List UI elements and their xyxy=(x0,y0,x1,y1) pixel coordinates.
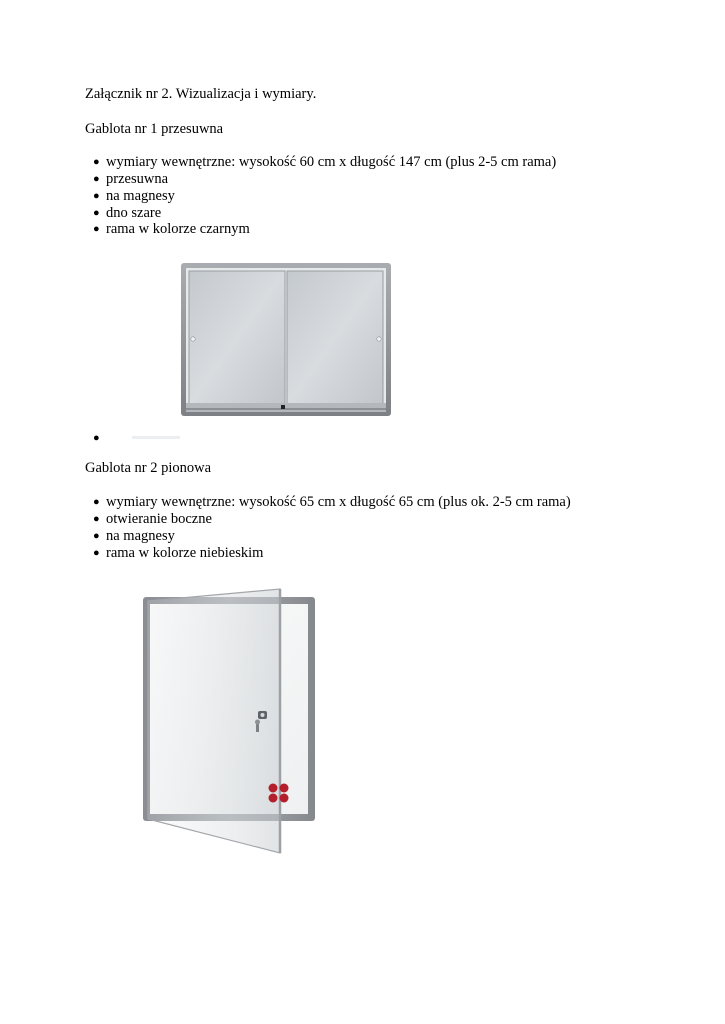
faint-caption-artifact xyxy=(132,436,180,439)
vertical-showcase-drawing xyxy=(140,585,320,855)
section1-title: Gablota nr 1 przesuwna xyxy=(85,121,224,137)
sliding-showcase-drawing xyxy=(180,262,392,417)
list-item: ● rama w kolorze czarnym xyxy=(93,221,250,237)
document-heading: Załącznik nr 2. Wizualizacja i wymiary. xyxy=(85,86,317,102)
list-item: ● rama w kolorze niebieskim xyxy=(93,545,264,561)
list-item: ● wymiary wewnętrzne: wysokość 65 cm x długość 65 cm (plus ok. 2-5 cm rama) xyxy=(93,494,571,510)
list-item: ● dno szare xyxy=(93,205,162,221)
list-item: ● otwieranie boczne xyxy=(93,511,212,527)
section2-title: Gablota nr 2 pionowa xyxy=(85,460,212,476)
sliding-showcase-image xyxy=(180,262,392,417)
list-item: ● na magnesy xyxy=(93,528,175,544)
list-item: ● wymiary wewnętrzne: wysokość 60 cm x długość 147 cm (plus 2-5 cm rama) xyxy=(93,154,557,170)
list-item: ● przesuwna xyxy=(93,171,169,187)
vertical-showcase-image xyxy=(140,585,320,855)
list-item: ● na magnesy xyxy=(93,188,175,204)
